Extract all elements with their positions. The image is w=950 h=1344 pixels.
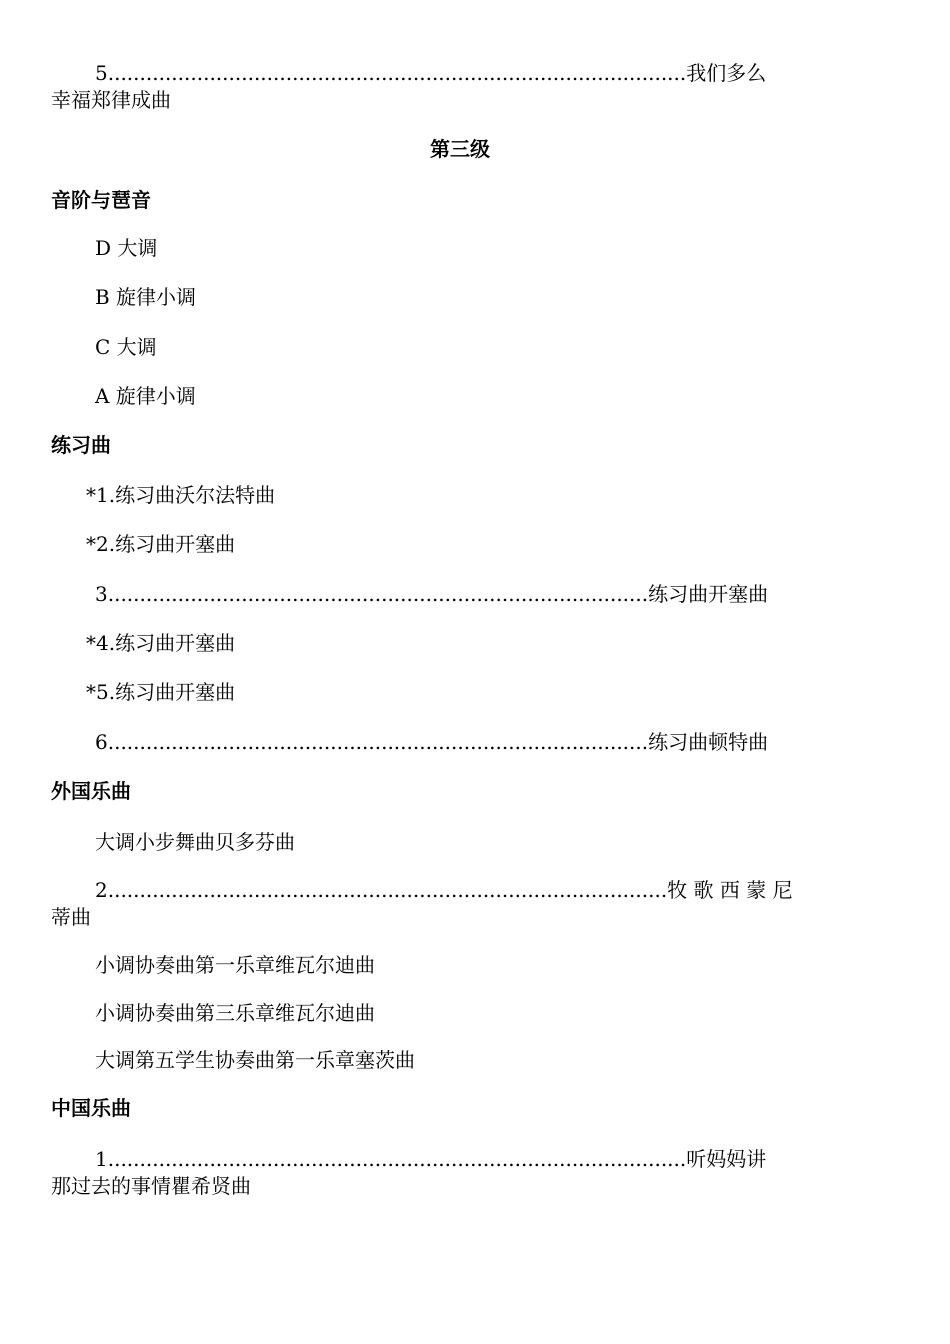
scale-item: D 大调	[95, 236, 158, 260]
etude-item: 6.....................................................................................练习曲顿特曲	[95, 730, 769, 754]
etudes-heading: 练习曲	[51, 433, 111, 457]
chinese-item-line1: 1...........................................................................................听妈妈讲	[95, 1147, 767, 1171]
foreign-item: 大调小步舞曲贝多芬曲	[95, 830, 295, 854]
foreign-item: 小调协奏曲第一乐章维瓦尔迪曲	[95, 953, 375, 977]
scale-item: B 旋律小调	[95, 285, 197, 309]
scales-heading: 音阶与琶音	[51, 188, 151, 212]
etude-item: *1.练习曲沃尔法特曲	[86, 483, 276, 507]
etude-item: *2.练习曲开塞曲	[86, 532, 236, 556]
chinese-heading: 中国乐曲	[51, 1096, 131, 1120]
chinese-item-line2: 那过去的事情瞿希贤曲	[51, 1174, 251, 1198]
etude-item: 3.....................................................................................练习曲开塞曲	[95, 582, 769, 606]
foreign-item: 小调协奏曲第三乐章维瓦尔迪曲	[95, 1001, 375, 1025]
foreign-item: 大调第五学生协奏曲第一乐章塞茨曲	[95, 1048, 415, 1072]
scale-item: C 大调	[95, 335, 157, 359]
level-title: 第三级	[430, 137, 490, 161]
top-item-line1: 5...........................................................................................我们多么	[95, 61, 767, 85]
foreign-heading: 外国乐曲	[51, 779, 131, 803]
foreign-item-line2: 蒂曲	[51, 905, 91, 929]
etude-item: *5.练习曲开塞曲	[86, 680, 236, 704]
scale-item: A 旋律小调	[95, 384, 196, 408]
etude-item: *4.练习曲开塞曲	[86, 631, 236, 655]
top-item-line2: 幸福郑律成曲	[51, 88, 171, 112]
foreign-item-line1: 2........................................................................................牧 歌 西 蒙 尼	[95, 878, 793, 902]
